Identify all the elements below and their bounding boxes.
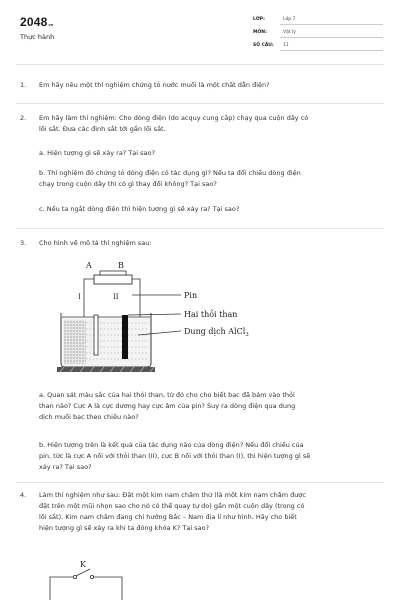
question-3-number: 3. [20, 239, 27, 247]
question-1-number: 1. [20, 81, 27, 89]
divider [16, 228, 384, 229]
question-2a: a. Hiện tượng gì sẽ xảy ra? Tại sao? [39, 149, 155, 157]
divider [16, 103, 384, 104]
site-logo[interactable]: 2048vn [20, 15, 54, 29]
question-3a: a. Quan sát màu sắc của hai thỏi than, từ đó cho cho biết bạc đã bám vào thỏi than nào? Cực A là cực dương hay cực âm của pin? Suy ra dòng điện qua dung dịch muối bạc theo chiều nào? [39, 391, 296, 421]
label-carbon-rods: Hai thỏi than [184, 310, 238, 319]
question-3b: b. Hiện tượng trên là kết quả của tác dụng nào của dòng điện? Nếu đổi chiều của pin, tức là cực A nối với thỏi than (II), cực B nối với thỏi than (I), thì hiện tượng gì sẽ xảy ra? Tại sao? [39, 441, 311, 471]
beaker-icon [57, 313, 155, 372]
battery-icon [94, 271, 132, 284]
question-2c: c. Nếu ta ngắt dòng điện thì hiện tượng gì sẽ xảy ra? Tại sao? [39, 205, 240, 213]
electrode-i [94, 315, 98, 355]
question-1-text: Em hãy nêu một thí nghiệm chứng tỏ nước muối là một chất dẫn điện? [39, 81, 270, 89]
meta-question-count: SỐ CÂU: 11 [253, 43, 383, 53]
switch-lever [76, 569, 90, 576]
label-electrode-i: I [78, 293, 81, 301]
electrode-ii [122, 315, 128, 359]
page-subtitle: Thực hành [20, 33, 55, 41]
label-a: A [86, 261, 92, 270]
header-divider [16, 64, 384, 65]
electrolysis-figure [55, 255, 285, 380]
worksheet-header [0, 0, 400, 64]
label-switch-k: K [80, 560, 86, 569]
question-4-number: 4. [20, 491, 27, 499]
question-4-text: Làm thí nghiệm như sau: Đặt một kim nam châm thử (là một kim nam châm được đặt trên một mũi nhọn sao cho nó có thể quay tự do) gần một cuộn dây (trong có lõi sắt). Kim nam châm đang chỉ hướng Bắc – Nam địa lí như hình. Hãy cho biết hiện tượng gì sẽ xảy ra khi ta đóng khóa K? Tại sao? [39, 491, 306, 532]
question-2-text: Em hãy làm thí nghiệm: Cho dòng điện (do acquy cung cấp) chạy qua cuộn dây có lõi sắt. Đưa các đinh sắt tới gần lõi sắt. [39, 114, 309, 133]
label-electrode-ii: II [113, 293, 119, 301]
question-3-text: Cho hình vẽ mô tả thí nghiệm sau: [39, 239, 152, 247]
label-b: B [118, 261, 124, 270]
label-solution: Dung dịch AlCl$_3$ [184, 327, 249, 338]
question-2b: b. Thí nghiệm đó chứng tỏ dòng điện có tác dụng gì? Nếu ta đổi chiều dòng điện chạy trong cuộn dây thì có gì thay đổi không? Tại sao? [39, 169, 301, 188]
meta-grade: LỚP: Lớp 7 [253, 17, 383, 27]
divider [16, 482, 384, 483]
question-2-number: 2. [20, 114, 27, 122]
switch-circuit-figure [40, 555, 140, 600]
meta-subject: MÔN: Vật lý [253, 30, 383, 40]
label-pin: Pin [184, 291, 198, 300]
